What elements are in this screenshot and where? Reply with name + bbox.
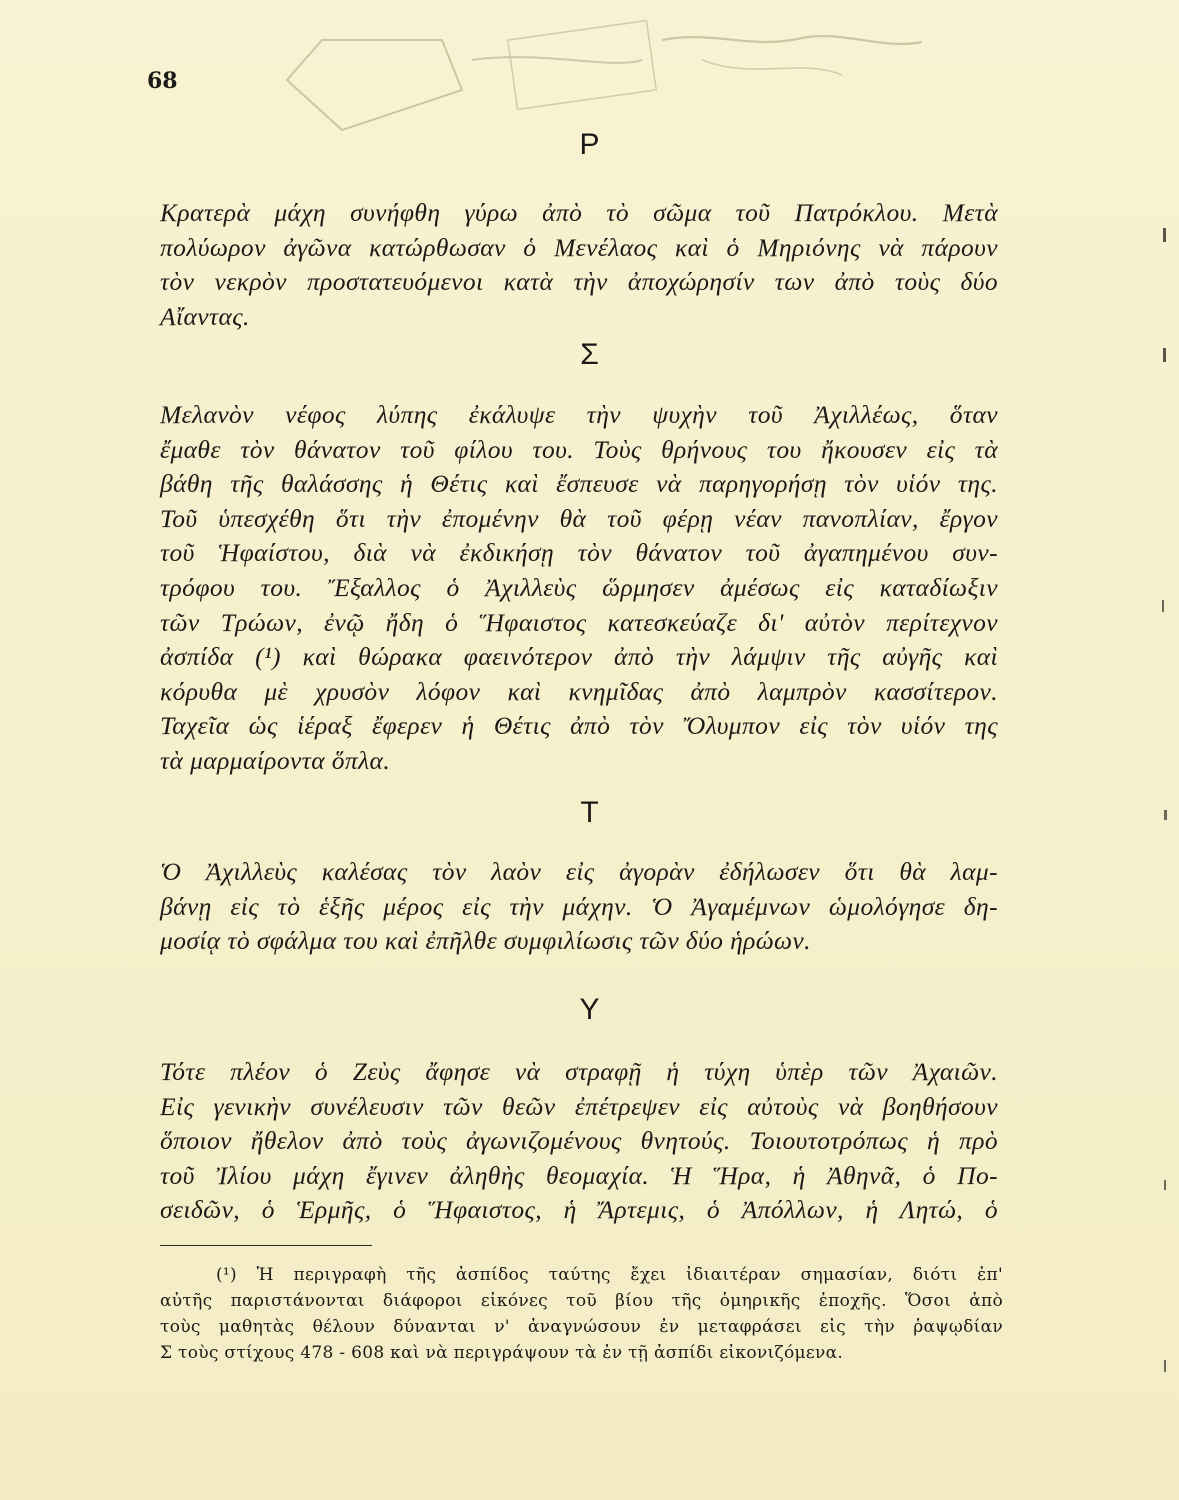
section-heading-rho: Ρ <box>579 128 600 161</box>
text-line: Κρατερὰ μάχη συνήφθη γύρω ἀπὸ τὸ σῶμα τοῦ Πατρόκλου. Μετὰ <box>160 198 998 227</box>
text-line: Τότε πλέον ὁ Ζεὺς ἄφησε νὰ στραφῇ ἡ τύχη ὑπὲρ τῶν Ἀχαιῶν. <box>160 1057 998 1086</box>
margin-specks <box>1160 200 1170 1500</box>
text-line: Ὁ Ἀχιλλεὺς καλέσας τὸν λαὸν εἰς ἀγορὰν ἐδήλωσεν ὅτι θὰ λαμ- <box>160 857 998 886</box>
text-line: τὰ μαρμαίροντα ὅπλα. <box>160 745 391 775</box>
text-line: τοῦ Ἡφαίστου, διὰ νὰ ἐκδικήσῃ τὸν θάνατον τοῦ ἀγαπημένου συν- <box>160 538 998 568</box>
text-line: Εἰς γενικὴν συνέλευσιν τῶν θεῶν ἐπέτρεψεν εἰς αὐτοὺς νὰ βοηθήσουν <box>160 1091 998 1121</box>
paragraph-rho <box>160 196 998 334</box>
section-heading-tau: Τ <box>580 796 599 829</box>
text-line: Μελανὸν νέφος λύπης ἐκάλυψε τὴν ψυχὴν τοῦ Ἀχιλλέως, ὅταν <box>160 400 998 429</box>
text-line: τὸν νεκρὸν προστατευόμενοι κατὰ τὴν ἀποχώρησίν των ἀπὸ τοὺς δύο <box>160 267 998 297</box>
paragraph-upsilon <box>160 1055 998 1228</box>
text-line: Τοῦ ὑπεσχέθη ὅτι τὴν ἐπομένην θὰ τοῦ φέρῃ νέαν πανοπλίαν, ἔργον <box>160 503 998 533</box>
text-line: ἔμαθε τὸν θάνατον τοῦ φίλου του. Τοὺς θρήνους του ἤκουσεν εἰς τὰ <box>160 434 998 464</box>
text-line: βάθη τῆς θαλάσσης ἡ Θέτις καὶ ἔσπευσε νὰ παρηγορήσῃ τὸν υἱόν της. <box>160 469 998 499</box>
footnote-divider <box>160 1245 372 1246</box>
text-line: τρόφου του. Ἔξαλλος ὁ Ἀχιλλεὺς ὥρμησεν ἀμέσως εἰς καταδίωξιν <box>160 572 998 602</box>
text-line: τῶν Τρώων, ἐνῷ ἤδη ὁ Ἥφαιστος κατεσκεύαζε δι' αὐτὸν περίτεχνον <box>160 607 998 637</box>
text-line: Αἴαντας. <box>160 301 250 331</box>
footnote-line: αὐτῆς παριστάνονται διάφοροι εἰκόνες τοῦ βίου τῆς ὁμηρικῆς ἐποχῆς. Ὅσοι ἀπὸ <box>160 1291 1003 1311</box>
footnote-line: τοὺς μαθητὰς θέλουν δύνανται ν' ἀναγνώσουν ἐν μεταφράσει εἰς τὴν ῥαψῳδίαν <box>160 1317 1003 1337</box>
footnote-line: Σ τοὺς στίχους 478 - 608 καὶ νὰ περιγράψουν τὰ ἐν τῇ ἀσπίδι εἰκονιζόμενα. <box>160 1343 844 1363</box>
section-heading-sigma: Σ <box>580 338 599 371</box>
footnote-line: (¹) Ἡ περιγραφὴ τῆς ἀσπίδος ταύτης ἔχει ἰδιαιτέραν σημασίαν, διότι ἐπ' <box>216 1265 1003 1285</box>
text-line: σειδῶν, ὁ Ἑρμῆς, ὁ Ἥφαιστος, ἡ Ἄρτεμις, ὁ Ἀπόλλων, ἡ Λητώ, ὁ <box>160 1195 998 1225</box>
footnote <box>160 1262 1003 1366</box>
text-line: ἀσπίδα (¹) καὶ θώρακα φαεινότερον ἀπὸ τὴν λάμψιν τῆς αὐγῆς καὶ <box>160 642 998 672</box>
text-line: κόρυθα μὲ χρυσὸν λόφον καὶ κνημῖδας ἀπὸ λαμπρὸν κασσίτερον. <box>160 676 998 706</box>
page-number: 68 <box>147 68 178 94</box>
text-line: ὅποιον ἤθελον ἀπὸ τοὺς ἀγωνιζομένους θνητούς. Τοιουτοτρόπως ἡ πρὸ <box>160 1126 998 1156</box>
paragraph-sigma <box>160 398 998 779</box>
section-heading-upsilon: Υ <box>579 993 600 1026</box>
text-line: πολύωρον ἀγῶνα κατώρθωσαν ὁ Μενέλαος καὶ ὁ Μηριόνης νὰ πάρουν <box>160 232 998 262</box>
paragraph-tau <box>160 855 998 959</box>
text-line: βάνῃ εἰς τὸ ἑξῆς μέρος εἰς τὴν μάχην. Ὁ Ἀγαμέμνων ὡμολόγησε δη- <box>160 891 998 921</box>
text-line: τοῦ Ἰλίου μάχη ἔγινεν ἀληθὴς θεομαχία. Ἡ Ἥρα, ἡ Ἀθηνᾶ, ὁ Πο- <box>160 1160 998 1190</box>
text-line: Ταχεῖα ὡς ἱέραξ ἔφερεν ἡ Θέτις ἀπὸ τὸν Ὄλυμπον εἰς τὸν υἱόν της <box>160 711 998 741</box>
faint-stamp-marks <box>282 20 1042 140</box>
text-line: μοσίᾳ τὸ σφάλμα του καὶ ἐπῆλθε συμφιλίωσις τῶν δύο ἡρώων. <box>160 926 811 956</box>
